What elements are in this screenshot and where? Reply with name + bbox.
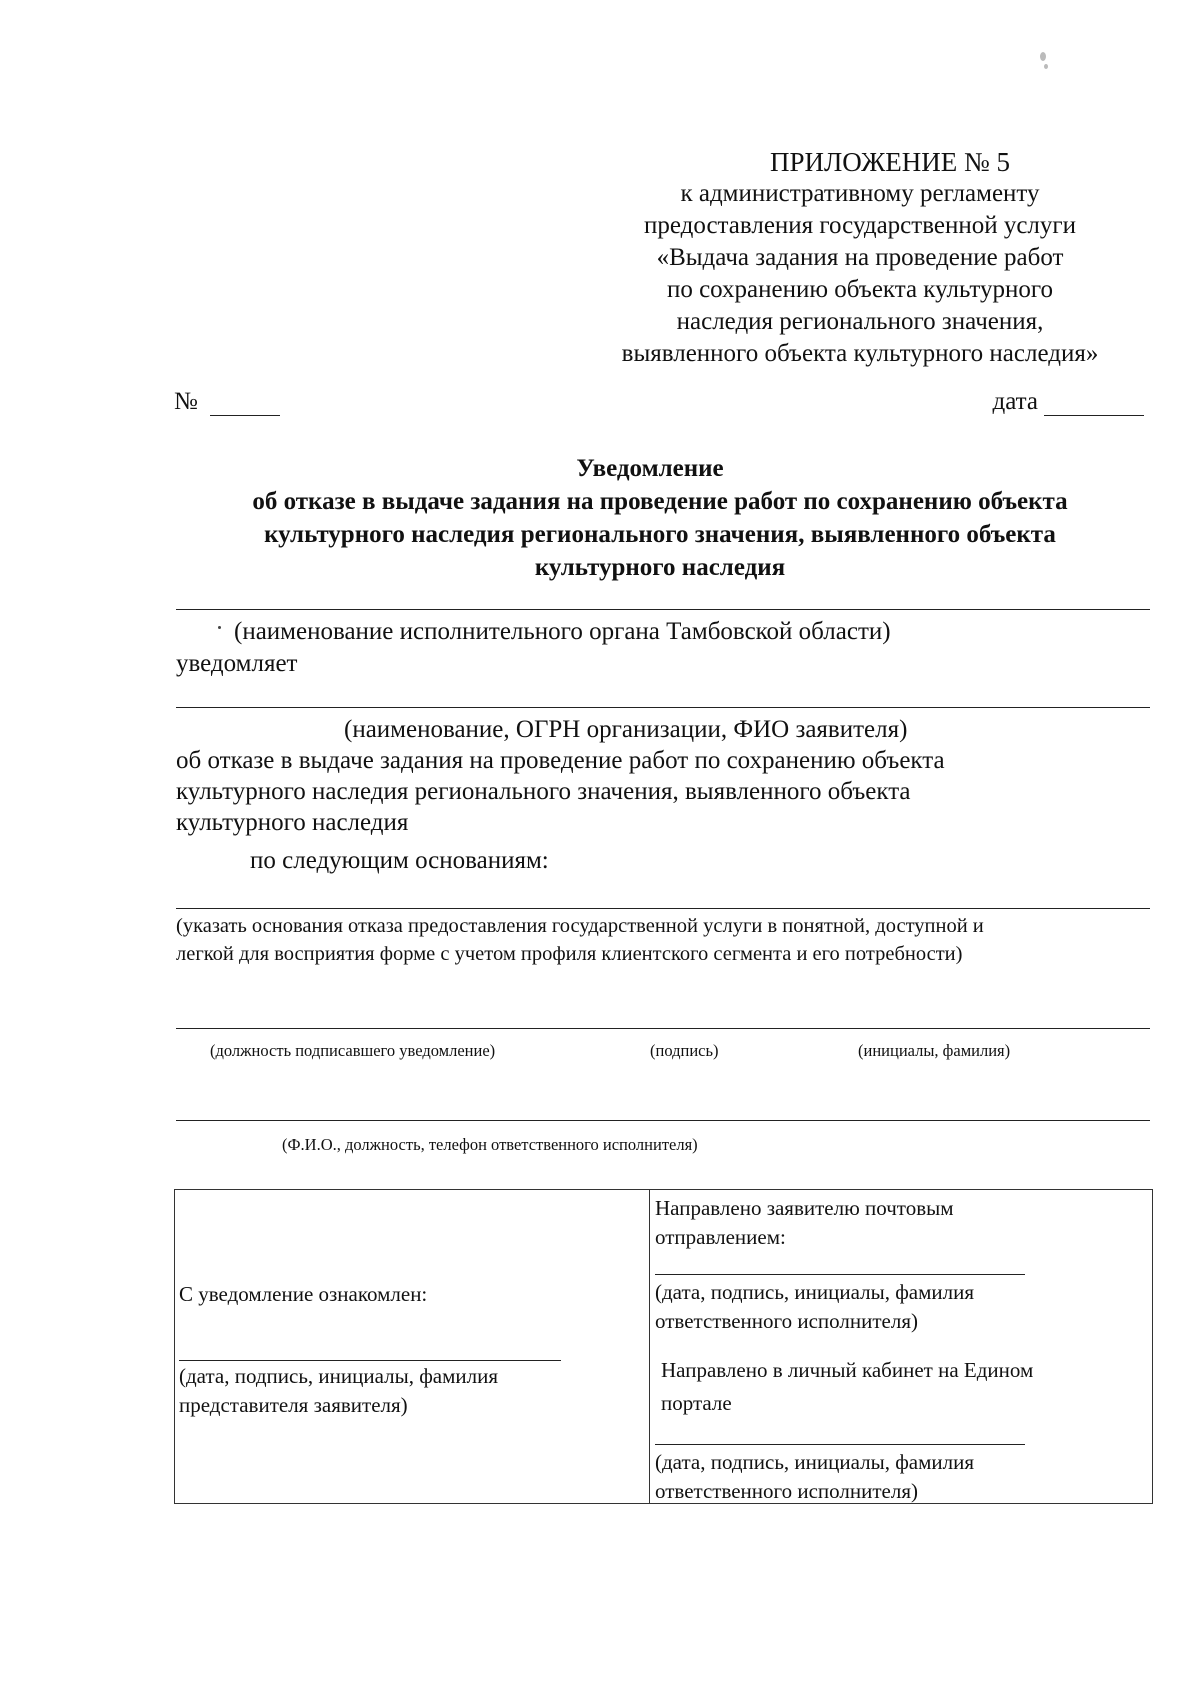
notice-subtitle-line: культурного наследия регионального значения, выявленного объекта [264, 521, 1056, 548]
grounds-caption [176, 912, 984, 968]
applicant-blank-line[interactable] [176, 707, 1150, 708]
date-blank[interactable] [1044, 391, 1144, 416]
grounds-caption-line: легкой для восприятия форме с учетом профиля клиентского сегмента и его потребности) [176, 943, 963, 965]
portal-caption-line: ответственного исполнителя) [655, 1479, 918, 1503]
mail-caption-line: (дата, подпись, инициалы, фамилия [655, 1280, 975, 1304]
mail-line: отправлением: [655, 1225, 786, 1249]
mail-caption-line: ответственного исполнителя) [655, 1309, 918, 1333]
number-blank[interactable] [210, 391, 280, 416]
authority-caption: (наименование исполнительного органа Тамбовской области) [234, 618, 891, 645]
executor-blank-line[interactable] [176, 1120, 1150, 1121]
signature-caption: (подпись) [650, 1041, 719, 1060]
appendix-line: предоставления государственной услуги [643, 212, 1077, 239]
grounds-intro: по следующим основаниям: [250, 847, 549, 874]
initials-caption: (инициалы, фамилия) [858, 1041, 1011, 1060]
mail-blank-line[interactable] [655, 1274, 1025, 1275]
table-divider [649, 1190, 650, 1503]
scan-speck [1044, 64, 1048, 69]
appendix-header [580, 146, 1140, 370]
acquainted-text: С уведомление ознакомлен: [179, 1282, 428, 1306]
appendix-line: к административному регламенту [680, 180, 1040, 207]
notifies-text: уведомляет [176, 650, 298, 677]
scan-speck [1040, 52, 1046, 61]
date-label: дата [992, 388, 1038, 415]
appendix-title: ПРИЛОЖЕНИЕ № 5 [769, 147, 1011, 177]
mail-text [655, 1194, 954, 1252]
delivery-table [174, 1189, 1153, 1504]
number-field[interactable] [174, 388, 280, 416]
acquainted-caption [179, 1362, 498, 1420]
portal-caption-line: (дата, подпись, инициалы, фамилия [655, 1450, 975, 1474]
portal-line: портале [661, 1391, 732, 1415]
acquainted-blank-line[interactable] [179, 1360, 561, 1361]
mail-caption [655, 1278, 974, 1336]
appendix-line: выявленного объекта культурного наследия» [621, 340, 1099, 367]
acquainted-caption-line: представителя заявителя) [179, 1393, 408, 1417]
appendix-line: наследия регионального значения, [676, 308, 1044, 335]
applicant-caption: (наименование, ОГРН организации, ФИО заявителя) [344, 716, 908, 743]
notice-subtitle-line: об отказе в выдаче задания на проведение работ по сохранению объекта [252, 488, 1068, 515]
refusal-line: об отказе в выдаче задания на проведение работ по сохранению объекта [176, 747, 945, 774]
appendix-line: по сохранению объекта культурного [666, 276, 1054, 303]
portal-caption [655, 1448, 974, 1506]
acquainted-caption-line: (дата, подпись, инициалы, фамилия [179, 1364, 499, 1388]
authority-blank-line[interactable] [176, 609, 1150, 610]
refusal-line: культурного наследия [176, 809, 409, 836]
portal-text [661, 1354, 1033, 1420]
mail-line: Направлено заявителю почтовым [655, 1196, 954, 1220]
portal-line: Направлено в личный кабинет на Едином [661, 1358, 1034, 1382]
notice-subtitle-line: культурного наследия [534, 554, 786, 581]
grounds-blank-line[interactable] [176, 908, 1150, 909]
notice-heading [170, 452, 1150, 584]
refusal-line: культурного наследия регионального значения, выявленного объекта [176, 778, 911, 805]
number-date-row [174, 388, 1144, 424]
executor-caption: (Ф.И.О., должность, телефон ответственного исполнителя) [282, 1135, 698, 1154]
position-caption: (должность подписавшего уведомление) [210, 1041, 496, 1060]
number-label: № [174, 388, 198, 415]
grounds-caption-line: (указать основания отказа предоставления государственной услуги в понятной, доступной и [176, 915, 984, 937]
signature-blank-line[interactable] [176, 1028, 1150, 1029]
scan-speck [218, 626, 221, 629]
portal-blank-line[interactable] [655, 1444, 1025, 1445]
notice-title: Уведомление [576, 455, 724, 482]
appendix-line: «Выдача задания на проведение работ [656, 244, 1064, 271]
date-field[interactable] [993, 388, 1145, 416]
refusal-text [176, 745, 945, 838]
